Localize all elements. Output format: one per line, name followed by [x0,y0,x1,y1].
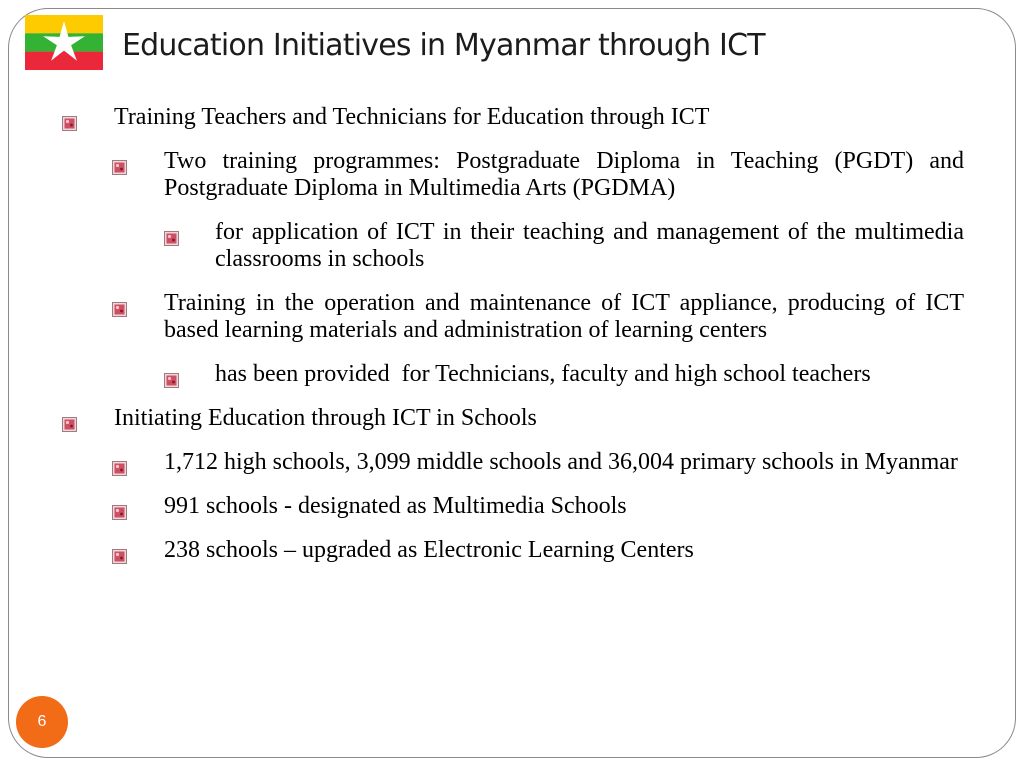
bullet-item [60,449,964,476]
bullet-text: Two training programmes: Postgraduate Diploma in Teaching (PGDT) and Postgraduate Diploma in Multimedia Arts (PGDMA) [164,148,964,201]
bullet-text: 991 schools - designated as Multimedia Schools [164,493,627,519]
bullet-text: 238 schools – upgraded as Electronic Learning Centers [164,537,694,563]
bullet-list [60,104,964,581]
page-number: 6 [37,713,47,730]
bullet-item [60,104,964,131]
bullet-text: for application of ICT in their teaching and management of the multimedia classrooms in schools [215,219,964,272]
bullet-text: 1,712 high schools, 3,099 middle schools and 36,004 primary schools in Myanmar [164,449,958,475]
square-bullet-icon [112,544,127,559]
bullet-item [60,148,964,202]
myanmar-flag-icon [25,15,103,70]
bullet-item [60,405,964,432]
bullet-text: has been provided for Technicians, faculty and high school teachers [215,361,871,387]
square-bullet-icon [164,226,179,241]
square-bullet-icon [62,111,77,126]
square-bullet-icon [112,500,127,515]
bullet-item [60,290,964,344]
bullet-item [60,219,964,273]
bullet-text: Training Teachers and Technicians for Education through ICT [114,104,710,130]
bullet-item [60,493,964,520]
bullet-item [60,361,964,388]
square-bullet-icon [164,368,179,383]
slide-title: Education Initiatives in Myanmar through ICT [122,28,765,63]
square-bullet-icon [112,297,127,312]
bullet-item [60,537,964,564]
page-number-badge [16,696,68,748]
square-bullet-icon [62,412,77,427]
square-bullet-icon [112,456,127,471]
bullet-text: Training in the operation and maintenance of ICT appliance, producing of ICT based learning materials and administration of learning centers [164,290,964,343]
square-bullet-icon [112,155,127,170]
bullet-text: Initiating Education through ICT in Schools [114,405,537,431]
